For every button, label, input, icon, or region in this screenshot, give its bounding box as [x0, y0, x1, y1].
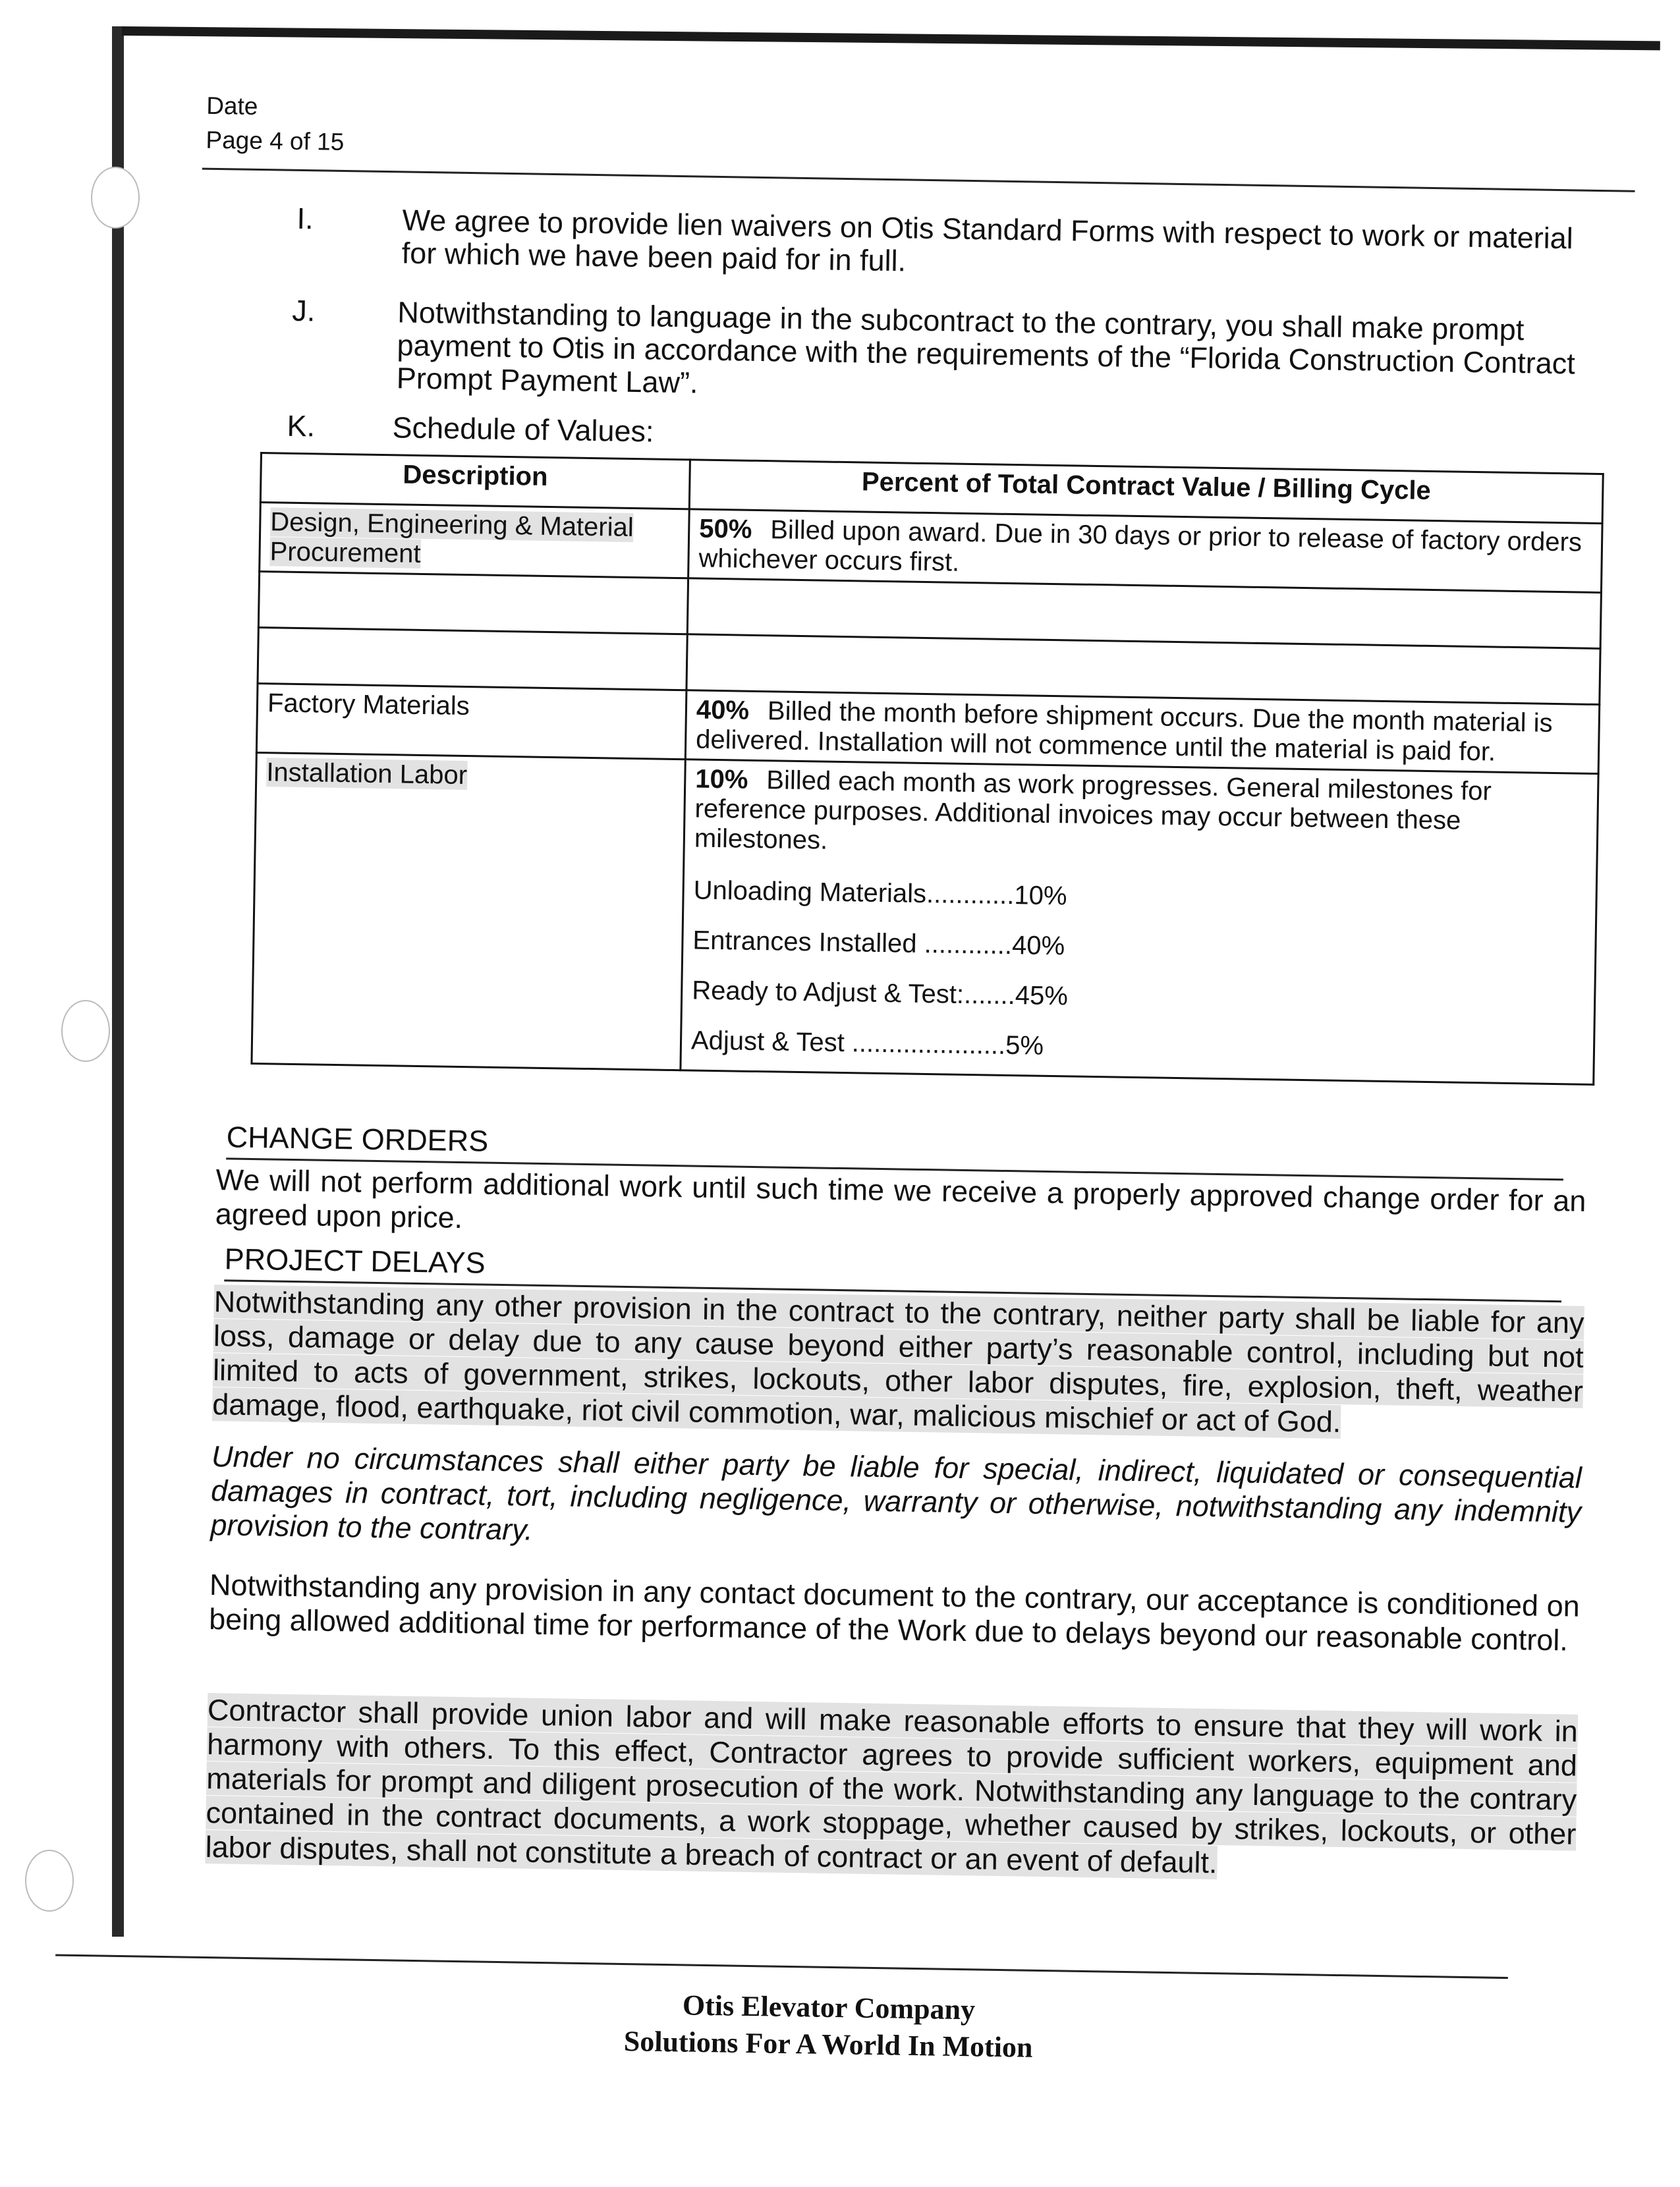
- item-text: Schedule of Values:: [392, 410, 654, 449]
- change-orders-title: CHANGE ORDERS: [226, 1120, 489, 1158]
- row-percent: 50%: [698, 514, 752, 544]
- col-description: Description: [260, 453, 690, 509]
- schedule-of-values-table: [250, 452, 1604, 1086]
- project-delays-paragraph-1: Notwithstanding any other provision in the contract to the contrary, neither party shall be liable for any loss, damage or delay due to any cause beyond either party’s reasonable control, including but not limited to acts of government, strikes, lockouts, other labor disputes, fire, explosion, theft, weather damage, flood, earthquake, riot civil commotion, war, malicious mischief or act of God.: [211, 1285, 1584, 1439]
- item-text: We agree to provide lien waivers on Otis Standard Forms with respect to work or material for which we have been paid for in full.: [401, 203, 1574, 278]
- milestone-item: Unloading Materials............10%: [693, 875, 1067, 911]
- milestone-item: Entrances Installed ............40%: [692, 926, 1065, 961]
- row-description: Installation Labor: [252, 753, 685, 1070]
- item-label: J.: [292, 293, 316, 328]
- page-header: [206, 89, 345, 159]
- item-text: Notwithstanding to language in the subcontract to the contrary, you shall make prompt payment to Otis in accordance with the requirements of the “Florida Construction Contract Prompt Payment Law”.: [396, 295, 1576, 400]
- footer-rule: [55, 1954, 1508, 1979]
- date-label: Date: [206, 92, 258, 120]
- header-rule: [202, 168, 1635, 192]
- project-delays-title: PROJECT DELAYS: [224, 1242, 486, 1280]
- milestone-list: [690, 865, 1586, 1079]
- item-j: [292, 293, 1600, 400]
- row-percent: 40%: [696, 695, 750, 725]
- item-label: I.: [296, 201, 314, 236]
- table-row: [252, 753, 1598, 1085]
- page-number: Page 4 of 15: [206, 126, 345, 155]
- milestone-item: Adjust & Test .....................5%: [690, 1026, 1044, 1061]
- project-delays-paragraph-3: Notwithstanding any provision in any contact document to the contrary, our acceptance is conditioned on being allowed additional time for performance of the Work due to delays beyond our reasonable control.: [208, 1568, 1581, 1657]
- item-k: [287, 408, 1595, 449]
- footer-company: Otis Elevator Company: [682, 1989, 976, 2026]
- project-delays-paragraph-2: Under no circumstances shall either party be liable for special, indirect, liquidated or consequential damages in contract, tort, including negligence, warranty or otherwise, notwithstanding any indemnity provision to the contrary.: [210, 1439, 1582, 1547]
- row-description: Design, Engineering & Material Procurement: [260, 503, 690, 578]
- row-terms: 40% Billed the month before shipment occurs. Due the month material is delivered. Installation will not commence until the material is paid for.: [685, 690, 1599, 774]
- page-footer: [532, 1985, 1126, 2068]
- row-terms: 50% Billed upon award. Due in 30 days or prior to release of factory orders whichever occurs first.: [688, 509, 1602, 593]
- col-percent: Percent of Total Contract Value / Billing Cycle: [689, 460, 1603, 524]
- row-description: Factory Materials: [256, 684, 686, 760]
- milestone-item: Ready to Adjust & Test:.......45%: [691, 976, 1069, 1011]
- footer-tagline: Solutions For A World In Motion: [623, 2025, 1033, 2064]
- item-i: [296, 201, 1602, 278]
- change-orders-text: We will not perform additional work until such time we receive a properly approved change order for an agreed upon price.: [215, 1163, 1586, 1235]
- row-terms: 10% Billed each month as work progresses. General milestones for reference purposes. Additional invoices may occur between these milestones. Unloading Materials............10% Entrances Installed ............40% Ready to Adjust & Test:.......45% Adjust & Test .....................5%: [681, 760, 1598, 1085]
- item-label: K.: [287, 408, 316, 443]
- project-delays-paragraph-4: Contractor shall provide union labor and will make reasonable efforts to ensure that they will work in harmony with others. To this effect, Contractor agrees to provide sufficient workers, equipment and materials for prompt and diligent prosecution of the work. Notwithstanding any language to the contrary contained in the contract documents, a work stoppage, whether caused by strikes, lockouts, or other labor disputes, shall not constitute a breach of contract or an event of default.: [205, 1693, 1579, 1880]
- row-percent: 10%: [694, 764, 748, 794]
